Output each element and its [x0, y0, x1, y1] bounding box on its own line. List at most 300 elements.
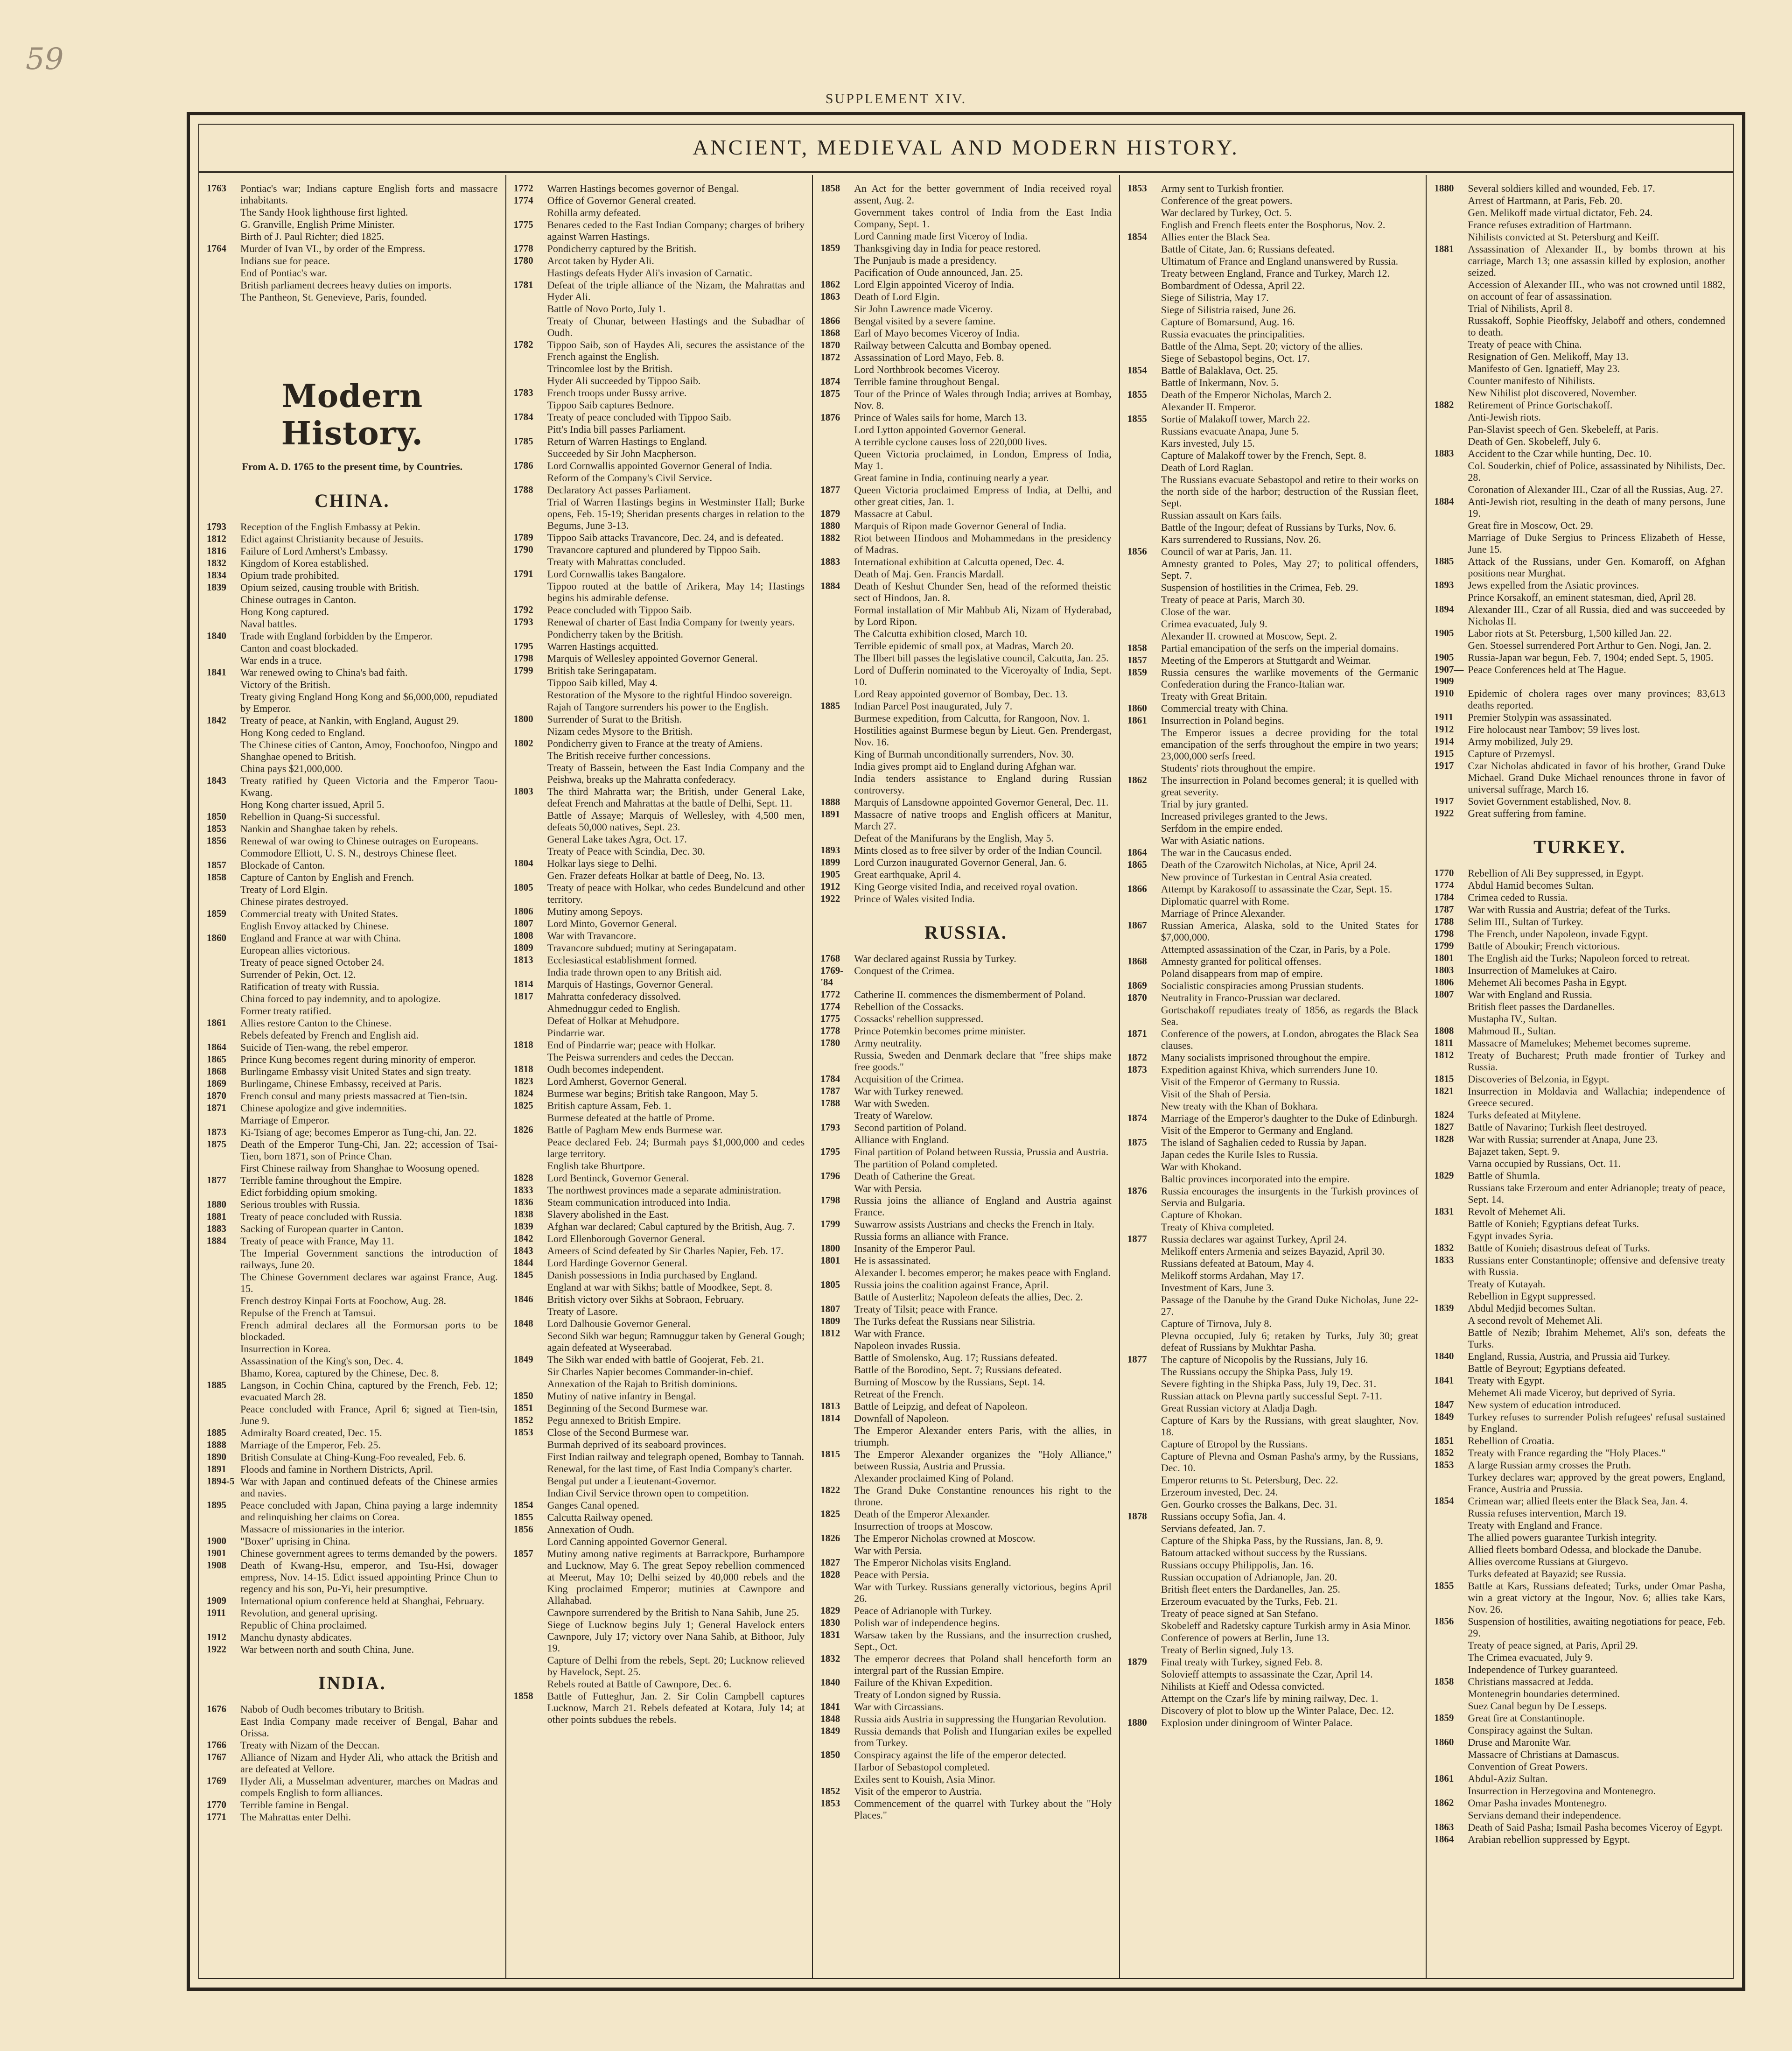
history-entry	[207, 1054, 498, 1065]
entry-text: Second Sikh war begun; Ramnuggur taken by General Gough; again defeated at Wyseerabad.	[547, 1330, 805, 1353]
entry-year: 1854	[1434, 1495, 1454, 1506]
history-entry	[820, 303, 1112, 315]
entry-text: End of Pontiac's war.	[240, 267, 328, 279]
entry-year: 1771	[207, 1811, 226, 1822]
entry-text: Insurrection in Moldavia and Wallachia; independence of Greece secured.	[1468, 1085, 1725, 1109]
history-entry	[1434, 688, 1725, 711]
history-entry	[1127, 1137, 1419, 1148]
entry-text: Naval battles.	[240, 618, 297, 630]
entry-year	[207, 267, 240, 279]
entry-year	[514, 303, 547, 315]
entry-text: Travancore subdued; mutiny at Seringapatam.	[547, 942, 737, 954]
entry-text: Rohilla army defeated.	[547, 207, 641, 218]
entry-text: Capture of Bomarsund, Aug. 16.	[1161, 316, 1295, 328]
entry-year	[1127, 606, 1161, 618]
entry-year: 1856	[513, 1524, 533, 1535]
history-entry	[1434, 207, 1725, 218]
entry-text: Batoum attacked without success by the Russians.	[1161, 1547, 1367, 1559]
entry-year	[820, 448, 854, 471]
entry-text: Prince of Wales sails for home, March 13.	[854, 412, 1027, 423]
entry-text: Treaty between England, France and Turkey, March 12.	[1161, 267, 1390, 279]
entry-text: Lord Canning made first Viceroy of India.	[854, 230, 1028, 242]
entry-text: War with England and Russia.	[1468, 989, 1592, 1000]
history-entry	[820, 1532, 1112, 1544]
entry-text: Great fire at Constantinople.	[1468, 1712, 1585, 1724]
entry-year: 1870	[1127, 992, 1147, 1003]
history-entry	[1127, 1644, 1419, 1656]
history-entry	[820, 1520, 1112, 1532]
entry-text: Treaty of Lasore.	[547, 1306, 618, 1317]
history-entry	[820, 1315, 1112, 1327]
history-entry	[1434, 1170, 1725, 1181]
history-entry	[514, 1548, 805, 1606]
entry-year	[1434, 315, 1468, 338]
entry-text: Counter manifesto of Nihilists.	[1468, 375, 1595, 386]
entry-text: Selim III., Sultan of Turkey.	[1468, 916, 1583, 927]
entry-year	[514, 833, 547, 845]
history-entry	[514, 1366, 805, 1377]
entry-year: 1858	[513, 1690, 533, 1701]
entry-year	[514, 870, 547, 881]
history-entry	[207, 1475, 498, 1499]
entry-text: Capture of Delhi from the rebels, Sept. 20; Lucknow relieved by Havelock, Sept. 25.	[547, 1654, 805, 1678]
entry-text: Russians occupy Philippolis, Jan. 16.	[1161, 1559, 1314, 1571]
entry-year	[514, 1136, 547, 1159]
entry-text: Russia, Sweden and Denmark declare that "free ships make free goods."	[854, 1049, 1112, 1073]
entry-year	[1434, 591, 1468, 603]
history-entry	[1434, 1387, 1725, 1398]
entry-text: Treaty of peace with France, May 11.	[240, 1235, 394, 1247]
history-entry	[1127, 401, 1419, 413]
entry-text: Slavery abolished in the East.	[547, 1208, 669, 1220]
entry-text: New treaty with the Khan of Bokhara.	[1161, 1100, 1318, 1112]
entry-text: War with Russia; surrender at Anapa, June 23.	[1468, 1133, 1658, 1145]
entry-year	[1434, 195, 1468, 206]
history-entry	[820, 1025, 1112, 1037]
history-entry	[1127, 835, 1419, 846]
entry-text: Allied fleets bombard Odessa, and blockade the Danube.	[1468, 1544, 1701, 1555]
history-entry	[1434, 532, 1725, 555]
entry-year	[1127, 243, 1161, 255]
entry-text: Battle of Aboukir; French victorious.	[1468, 940, 1620, 952]
entry-year: 1880	[207, 1199, 226, 1210]
entry-year: 1855	[1127, 413, 1147, 424]
column-4	[1119, 175, 1426, 1978]
entry-year: 1876	[820, 412, 840, 423]
entry-text: Pondicherry given to France at the treaty of Amiens.	[547, 738, 763, 749]
history-entry	[514, 423, 805, 435]
entry-year	[1434, 302, 1468, 314]
history-entry	[820, 580, 1112, 604]
history-entry	[1434, 928, 1725, 940]
entry-text: Revolt of Mehemet Ali.	[1468, 1206, 1566, 1217]
entry-year	[1127, 943, 1161, 955]
entry-text: The Grand Duke Constantine renounces his right to the throne.	[854, 1484, 1112, 1508]
entry-year	[207, 654, 240, 666]
entry-text: Attempt on the Czar's life by mining railway, Dec. 1.	[1161, 1693, 1379, 1704]
history-entry	[207, 557, 498, 569]
entry-year	[820, 773, 854, 796]
entry-text: War with Asiatic nations.	[1161, 835, 1265, 846]
history-entry	[207, 1739, 498, 1751]
entry-text: Death of Kwang-Hsu, emperor, and Tsu-Hsi, dowager empress, Nov. 14-15. Edict issued appointing Prince Chun to regency and his son, Pu-Yi, heir presumptive.	[240, 1559, 498, 1594]
page-frame	[187, 112, 1745, 1991]
history-entry	[1127, 1245, 1419, 1257]
history-entry	[514, 460, 805, 471]
entry-text: Battle of Shumla.	[1468, 1170, 1540, 1181]
entry-text: Soviet Government established, Nov. 8.	[1468, 795, 1631, 807]
entry-year: 1840	[1434, 1350, 1454, 1362]
entry-text: Bengal put under a Lieutenant-Governor.	[547, 1475, 716, 1487]
entry-text: Prince Korsakoff, an eminent statesman, died, April 28.	[1468, 591, 1696, 603]
history-entry	[514, 484, 805, 496]
entry-text: Burmese defeated at the battle of Prome.	[547, 1112, 715, 1124]
entry-text: English Envoy attacked by Chinese.	[240, 920, 389, 932]
entry-year: 1767	[207, 1751, 226, 1763]
history-entry	[514, 496, 805, 531]
entry-year: 1855	[1434, 1580, 1454, 1591]
history-entry	[1434, 1833, 1725, 1845]
entry-text: Treaty ratified by Queen Victoria and the Emperor Taou-Kwang.	[240, 775, 498, 798]
entry-text: Erzeroum evacuated by the Turks, Feb. 21.	[1161, 1595, 1337, 1607]
entry-year	[514, 472, 547, 484]
entry-year: 1914	[1434, 736, 1454, 747]
entry-text: Mahratta confederacy dissolved.	[547, 990, 681, 1002]
entry-text: The Turks defeat the Russians near Silistria.	[854, 1315, 1036, 1327]
entry-text: Emperor returns to St. Petersburg, Dec. 22.	[1161, 1474, 1338, 1486]
history-entry	[1434, 1809, 1725, 1821]
entry-text: Partial emancipation of the serfs on the imperial domains.	[1161, 642, 1399, 654]
entry-year: 1871	[1127, 1028, 1147, 1039]
history-entry	[1127, 630, 1419, 642]
entry-year: 1766	[207, 1739, 226, 1750]
entry-year	[1434, 231, 1468, 243]
entry-year	[1127, 1523, 1161, 1534]
history-entry	[514, 195, 805, 206]
entry-year: 1807	[1434, 989, 1454, 1000]
entry-year	[514, 1475, 547, 1487]
entry-year: 1784	[513, 411, 533, 422]
entry-text: Several soldiers killed and wounded, Feb. 17.	[1468, 183, 1655, 194]
entry-text: Attempted assassination of the Czar, in Paris, by a Pole.	[1161, 943, 1391, 955]
entry-text: Baltic provinces incorporated into the empire.	[1161, 1173, 1350, 1185]
history-entry	[207, 1523, 498, 1535]
columns	[199, 175, 1733, 1978]
entry-text: Warren Hastings acquitted.	[547, 640, 658, 652]
history-entry	[1434, 387, 1725, 399]
entry-year	[207, 206, 240, 218]
entry-text: Nihilists at Kieff and Odessa convicted.	[1161, 1680, 1325, 1692]
history-entry	[514, 1678, 805, 1690]
history-entry	[207, 1355, 498, 1367]
entry-year	[1127, 195, 1161, 206]
history-entry	[1127, 871, 1419, 883]
entry-text: Polish war of independence begins.	[854, 1617, 1000, 1629]
entry-year	[1434, 1363, 1468, 1374]
history-entry	[820, 484, 1112, 507]
history-entry	[1434, 315, 1725, 338]
entry-text: Republic of China proclaimed.	[240, 1619, 367, 1631]
entry-year	[820, 628, 854, 639]
history-entry	[820, 844, 1112, 856]
entry-year: 1875	[1127, 1137, 1147, 1148]
entry-year: 1807	[820, 1303, 840, 1314]
history-entry	[1127, 509, 1419, 521]
entry-text: A second revolt of Mehemet Ali.	[1468, 1314, 1603, 1326]
entry-year: 1811	[1434, 1037, 1454, 1048]
history-entry	[1127, 1076, 1419, 1088]
entry-year	[1127, 1076, 1161, 1088]
history-entry	[820, 1605, 1112, 1616]
entry-text: Russian occupation of Adrianople, Jan. 20.	[1161, 1571, 1337, 1583]
entry-text: Council of war at Paris, Jan. 11.	[1161, 546, 1292, 557]
history-entry	[820, 1617, 1112, 1629]
entry-year: 1826	[820, 1532, 840, 1544]
history-entry	[514, 1124, 805, 1136]
history-entry	[514, 857, 805, 869]
entry-text: Bombardment of Odessa, April 22.	[1161, 280, 1305, 291]
entry-text: War with Circassians.	[854, 1701, 944, 1713]
entry-text: Burlingame, Chinese Embassy, received at Paris.	[240, 1078, 442, 1089]
entry-text: Former treaty ratified.	[240, 1005, 331, 1017]
history-entry	[1127, 1270, 1419, 1281]
entry-year: 1825	[513, 1100, 533, 1111]
entry-text: Russians enter Constantinople; offensive and defensive treaty with Russia.	[1468, 1254, 1725, 1278]
entry-year: 1787	[1434, 904, 1454, 915]
entry-year	[1434, 1387, 1468, 1398]
entry-text: Marriage of Duke Sergius to Princess Elizabeth of Hesse, June 15.	[1468, 532, 1725, 555]
history-entry	[514, 411, 805, 423]
entry-text: G. Granville, English Prime Minister.	[240, 218, 395, 230]
entry-text: Lord Minto, Governor General.	[547, 918, 677, 929]
entry-year: 1772	[820, 989, 840, 1000]
entry-year: 1850	[207, 811, 226, 822]
entry-year	[1434, 1519, 1468, 1531]
history-entry	[820, 1267, 1112, 1278]
entry-year: 1917	[1434, 760, 1454, 771]
history-entry	[514, 1414, 805, 1426]
entry-text: Nankin and Shanghae taken by rebels.	[240, 823, 398, 835]
entry-text: Pontiac's war; Indians capture English forts and massacre inhabitants.	[240, 183, 498, 206]
entry-year: 1912	[820, 881, 840, 892]
entry-year: 1799	[820, 1218, 840, 1229]
history-entry	[514, 1039, 805, 1051]
entry-year: 1912	[207, 1631, 226, 1643]
entry-text: Alliance of Nizam and Hyder Ali, who attack the British and are defeated at Vellore.	[240, 1751, 498, 1775]
entry-year	[1127, 871, 1161, 883]
entry-text: Great fire in Moscow, Oct. 29.	[1468, 520, 1593, 531]
entry-year: 1922	[207, 1644, 226, 1655]
entry-year: 1873	[1127, 1064, 1147, 1075]
history-entry	[207, 1343, 498, 1355]
entry-year	[514, 580, 547, 604]
history-entry	[1127, 1294, 1419, 1317]
entry-year	[207, 1319, 240, 1342]
entry-text: Pitt's India bill passes Parliament.	[547, 423, 686, 435]
history-entry	[514, 738, 805, 749]
entry-text: Reform of the Company's Civil Service.	[547, 472, 713, 484]
entry-text: Abdul Hamid becomes Sultan.	[1468, 879, 1594, 891]
entry-text: Socialistic conspiracies among Prussian students.	[1161, 980, 1364, 991]
entry-text: Treaty of peace concluded with Russia.	[240, 1211, 402, 1222]
entry-year: 1782	[513, 339, 533, 350]
history-entry	[1434, 1664, 1725, 1675]
entry-year	[820, 1773, 854, 1785]
entry-text: Hyder Ali, a Musselman adventurer, marches on Madras and compels English to form alliances.	[240, 1775, 498, 1798]
history-entry	[1434, 1049, 1725, 1073]
entry-year	[207, 642, 240, 654]
frame-inner	[198, 124, 1734, 1979]
entry-text: Montenegrin boundaries determined.	[1468, 1688, 1620, 1700]
history-entry	[820, 448, 1112, 471]
entry-text: Capture of Canton by English and French.	[240, 871, 414, 883]
entry-year	[1434, 1531, 1468, 1543]
history-entry	[207, 1715, 498, 1739]
entry-year: 1882	[1434, 399, 1454, 410]
entry-year	[1434, 207, 1468, 218]
entry-year	[1127, 1486, 1161, 1498]
history-entry	[207, 1367, 498, 1379]
entry-year	[820, 604, 854, 627]
entry-text: Russians take Erzeroum and enter Adrianople; treaty of peace, Sept. 14.	[1468, 1182, 1725, 1205]
history-entry	[820, 1049, 1112, 1073]
entry-text: Varna occupied by Russians, Oct. 11.	[1468, 1158, 1621, 1169]
entry-year: 1857	[513, 1548, 533, 1559]
entry-year: 1800	[820, 1243, 840, 1254]
history-entry	[820, 568, 1112, 580]
history-entry	[1127, 183, 1419, 194]
history-entry	[207, 1427, 498, 1439]
entry-year	[1127, 255, 1161, 267]
entry-year	[1127, 207, 1161, 218]
entry-text: Insurrection in Herzegovina and Montenegro.	[1468, 1785, 1656, 1797]
history-entry	[820, 1508, 1112, 1520]
entry-text: Final treaty with Turkey, signed Feb. 8.	[1161, 1656, 1323, 1668]
entry-year	[1434, 1013, 1468, 1025]
entry-year	[820, 1520, 854, 1532]
entry-year	[820, 1425, 854, 1448]
entry-text: Marriage of the Emperor's daughter to the Duke of Edinburgh.	[1161, 1112, 1418, 1124]
history-entry	[820, 1110, 1112, 1121]
entry-text: Tour of the Prince of Wales through India; arrives at Bombay, Nov. 8.	[854, 388, 1112, 411]
entry-year	[820, 1230, 854, 1242]
entry-year: 1863	[1434, 1821, 1454, 1833]
entry-text: Pindarrie war.	[547, 1027, 605, 1039]
entry-text: Defeat of the Manifurans by the English, May 5.	[854, 832, 1054, 844]
history-entry	[207, 908, 498, 920]
history-entry	[207, 654, 498, 666]
history-entry	[820, 472, 1112, 484]
entry-text: Bhamo, Korea, captured by the Chinese, Dec. 8.	[240, 1367, 439, 1379]
entry-text: Ultimatum of France and England unanswered by Russia.	[1161, 255, 1399, 267]
entry-year	[1434, 1278, 1468, 1290]
history-entry	[820, 436, 1112, 448]
entry-year: 1859	[207, 908, 226, 919]
history-entry	[820, 1243, 1112, 1254]
history-entry	[1127, 920, 1419, 943]
entry-year: 1788	[820, 1097, 840, 1109]
history-entry	[514, 1451, 805, 1462]
entry-text: Burmese expedition, from Calcutta, for Rangoon, Nov. 1.	[854, 712, 1090, 724]
history-entry	[207, 1235, 498, 1247]
entry-text: Treaty of Chunar, between Hastings and the Subadhar of Oudh.	[547, 315, 805, 338]
entry-text: International exhibition at Calcutta opened, Dec. 4.	[854, 556, 1064, 568]
history-entry	[207, 1379, 498, 1403]
entry-year: 1805	[513, 882, 533, 893]
history-entry	[820, 1761, 1112, 1773]
entry-year: 1874	[820, 376, 840, 387]
entry-year	[1127, 401, 1161, 413]
entry-year	[820, 1182, 854, 1194]
history-entry	[1434, 639, 1725, 651]
entry-year	[207, 679, 240, 690]
entry-year	[820, 1545, 854, 1556]
history-entry	[1127, 1595, 1419, 1607]
entry-year: 1848	[820, 1713, 840, 1724]
history-entry	[207, 1619, 498, 1631]
history-entry	[1127, 774, 1419, 798]
entry-year: 1798	[820, 1194, 840, 1206]
entry-text: Downfall of Napoleon.	[854, 1412, 949, 1424]
history-entry	[1127, 1282, 1419, 1293]
entry-text: The English aid the Turks; Napoleon forced to retreat.	[1468, 952, 1690, 964]
entry-year	[514, 1015, 547, 1026]
history-entry	[1434, 627, 1725, 639]
entry-year	[514, 689, 547, 701]
entry-text: Independence of Turkey guaranteed.	[1468, 1664, 1618, 1675]
entry-year: 1793	[513, 616, 533, 627]
history-entry	[820, 1677, 1112, 1688]
entry-year: 1795	[513, 640, 533, 652]
entry-text: Hong Kong ceded to England.	[240, 727, 365, 738]
history-entry	[1127, 1318, 1419, 1329]
entry-year	[1434, 1809, 1468, 1821]
history-entry	[820, 760, 1112, 772]
entry-year	[820, 1267, 854, 1278]
history-entry	[820, 1400, 1112, 1412]
entry-text: Commodore Elliott, U. S. N., destroys Chinese fleet.	[240, 847, 457, 859]
entry-year	[207, 1307, 240, 1319]
entry-year: 1864	[1434, 1833, 1454, 1845]
history-entry	[1434, 555, 1725, 579]
history-entry	[1127, 1705, 1419, 1716]
history-entry	[1434, 1761, 1725, 1772]
entry-year	[1127, 1366, 1161, 1377]
entry-text: English take Bhurtpore.	[547, 1160, 645, 1172]
entry-year	[1434, 1218, 1468, 1229]
entry-text: Kars surrendered to Russians, Nov. 26.	[1161, 534, 1321, 545]
entry-year: 1881	[207, 1211, 226, 1222]
entry-text: Anti-Jewish riot, resulting in the death of many persons, June 19.	[1468, 496, 1725, 519]
entry-year	[514, 1451, 547, 1462]
history-entry	[1434, 1531, 1725, 1543]
entry-text: Travancore captured and plundered by Tippoo Saib.	[547, 544, 761, 555]
entry-year	[1434, 1568, 1468, 1580]
entry-year	[514, 1654, 547, 1678]
entry-text: Capture of Przemysl.	[1468, 748, 1555, 759]
entry-text: Pegu annexed to British Empire.	[547, 1414, 681, 1426]
entry-text: Chinese outrages in Canton.	[240, 594, 357, 605]
history-entry	[207, 1114, 498, 1126]
entry-text: Russakoff, Sophie Pieoffsky, Jelaboff and others, condemned to death.	[1468, 315, 1725, 338]
entry-year: 1846	[513, 1293, 533, 1305]
entry-text: Gen. Frazer defeats Holkar at battle of Deeg, No. 13.	[547, 870, 765, 881]
history-entry	[514, 677, 805, 688]
entry-year	[820, 724, 854, 748]
history-entry	[820, 388, 1112, 411]
entry-text: Burning of Moscow by the Russians, Sept. 14.	[854, 1376, 1045, 1388]
entry-year	[820, 1761, 854, 1773]
